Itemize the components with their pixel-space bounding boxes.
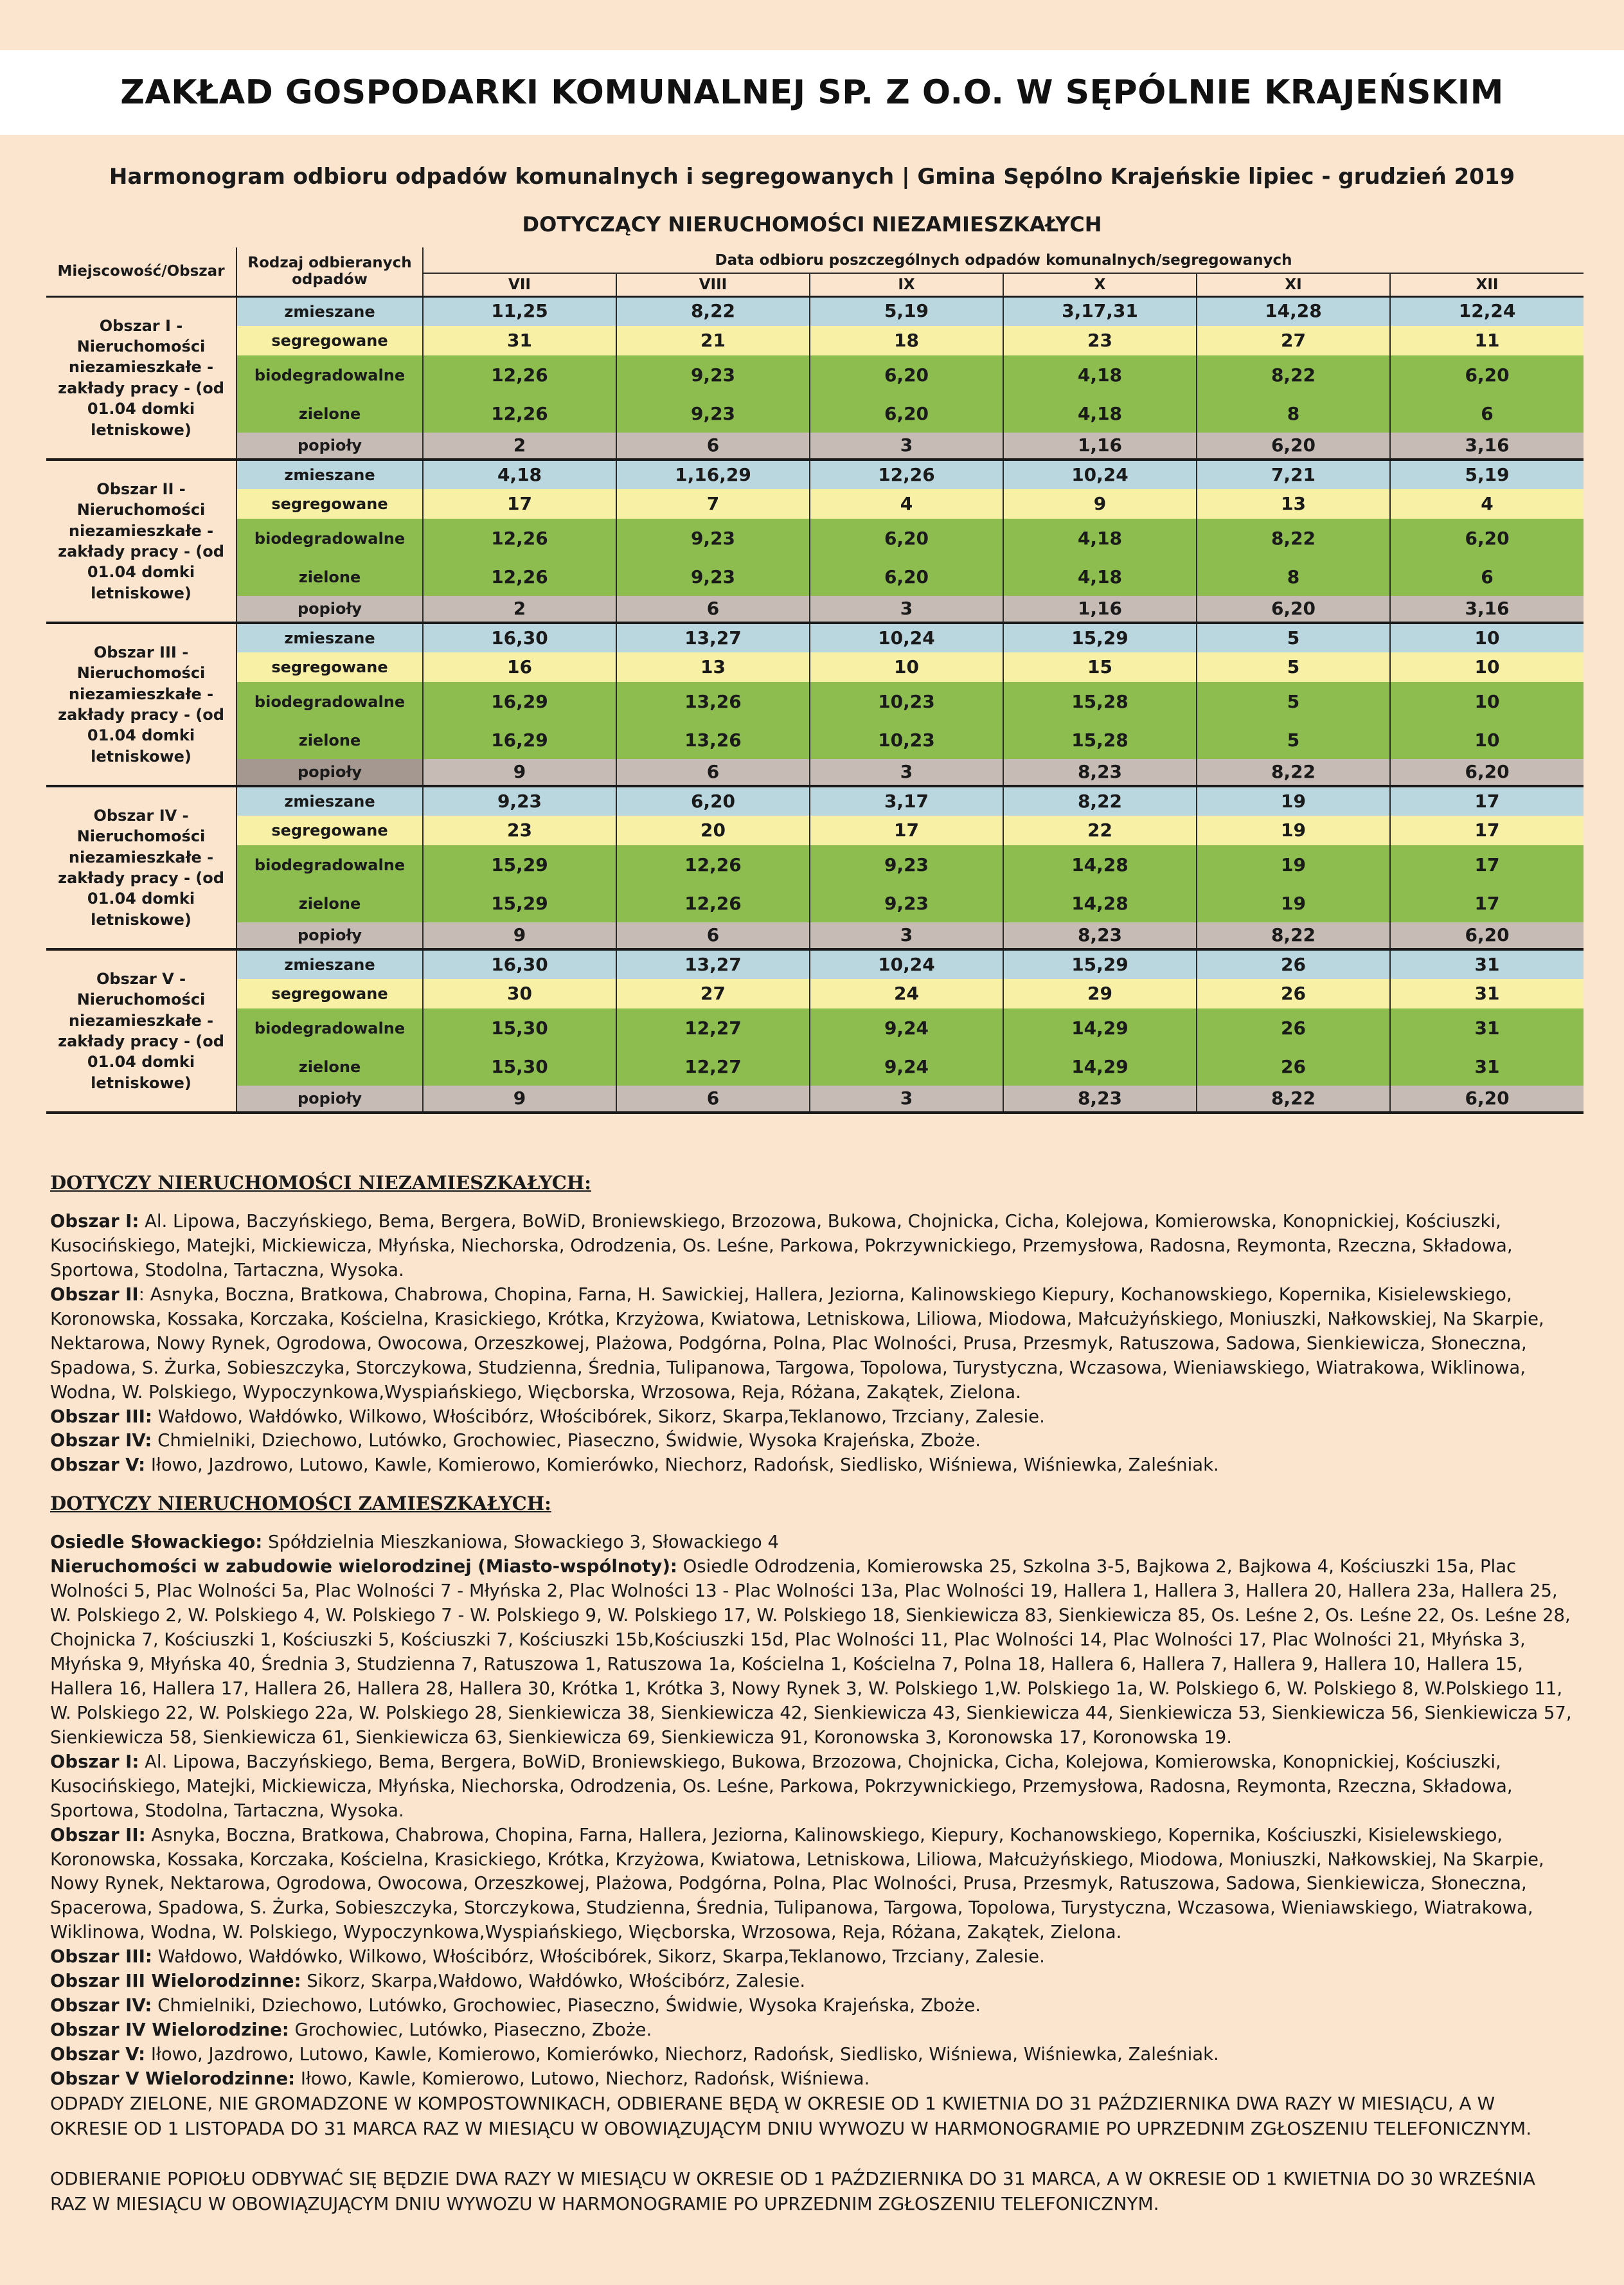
- date-cell: 4,18: [1003, 559, 1197, 596]
- date-cell: 26: [1197, 1008, 1390, 1048]
- date-cell: 31: [1390, 949, 1584, 979]
- area-street-entry: [50, 1969, 1576, 1994]
- date-cell: 15,30: [423, 1048, 616, 1086]
- date-cell: 6,20: [1197, 433, 1390, 460]
- area-street-entry: [50, 1429, 1576, 1453]
- schedule-row: [46, 355, 1584, 395]
- schedule-row: [46, 596, 1584, 623]
- street-names: : Asnyka, Boczna, Bratkowa, Chabrowa, Chopina, Farna, H. Sawickiej, Hallera, Jeziorna, Kalinowskiego Kiepury, Kochanowskiego, Kopernika, Kisielewskiego, Koronowska, Kossaka, Korczaka, Kościelna, Krasickiego, Krótka, Krzyżowa, Kwiatowa, Letniskowa, Liliowa, Miodowa, Małcużyńskiego, Moniuszki, Nałkowskiej, Na Skarpie, Nektarowa, Nowy Rynek, Ogrodowa, Owocowa, Orzeszkowej, Plażowa, Podgórna, Polna, Plac Wolności, Prusa, Przesmyk, Ratuszowa, Sadowa, Sienkiewicza, Słoneczna, Spadowa, S. Żurka, Sobieszczyka, Storczykowa, Studzienna, Średnia, Tulipanowa, Targowa, Topolowa, Turystyczna, Wczasowa, Wieniawskiego, Wiatrakowa, Wiklinowa, Wodna, W. Polskiego, Wypoczynkowa,Wyspiańskiego, Więcborska, Wrzosowa, Reja, Różana, Zakątek, Zielona.: [50, 1284, 1544, 1402]
- schedule-row: [46, 433, 1584, 460]
- schedule-row: [46, 519, 1584, 559]
- date-cell: 12,26: [423, 355, 616, 395]
- date-cell: 8,22: [1197, 922, 1390, 949]
- schedule-subtitle: Harmonogram odbioru odpadów komunalnych i segregowanych | Gmina Sępólno Krajeńskie lipiec - grudzień 2019: [109, 164, 1515, 190]
- schedule-row: [46, 885, 1584, 922]
- area-street-entry: [50, 1283, 1576, 1405]
- date-cell: 13: [616, 652, 810, 682]
- area-street-entry: [50, 2067, 1576, 2092]
- date-cell: 12,26: [423, 559, 616, 596]
- date-cell: 6,20: [1390, 1086, 1584, 1113]
- area-cell: Obszar V - Nieruchomości niezamieszkałe - zakłady pracy - (od 01.04 domki letniskowe): [46, 949, 236, 1113]
- schedule-row: [46, 395, 1584, 433]
- area-label: Obszar V:: [50, 1455, 146, 1476]
- date-cell: 13: [1197, 489, 1390, 519]
- area-cell: Obszar III - Nieruchomości niezamieszkałe - zakłady pracy - (od 01.04 domki letniskowe): [46, 623, 236, 786]
- date-cell: 13,26: [616, 682, 810, 722]
- date-cell: 8,22: [1197, 519, 1390, 559]
- date-cell: 29: [1003, 979, 1197, 1008]
- month-header: VII: [423, 273, 616, 296]
- date-cell: 15: [1003, 652, 1197, 682]
- date-cell: 17: [1390, 885, 1584, 922]
- date-cell: 31: [423, 326, 616, 355]
- date-cell: 16,29: [423, 722, 616, 759]
- area-cell: Obszar II - Nieruchomości niezamieszkałe - zakłady pracy - (od 01.04 domki letniskowe): [46, 460, 236, 623]
- waste-kind-cell: popioły: [236, 759, 423, 786]
- date-cell: 15,29: [1003, 949, 1197, 979]
- green-waste-note: ODPADY ZIELONE, NIE GROMADZONE W KOMPOSTOWNIKACH, ODBIERANE BĘDĄ W OKRESIE OD 1 KWIETNIA DO 31 PAŹDZIERNIKA DWA RAZY W MIESIĄCU, A W OKRESIE OD 1 LISTOPADA DO 31 MARCA RAZ W MIESIĄCU W OBOWIĄZUJĄCYM DNIU WYWOZU W HARMONOGRAMIE PO UPRZEDNIM ZGŁOSZENIU TELEFONICZNYM.: [50, 2092, 1532, 2139]
- date-cell: 17: [1390, 845, 1584, 885]
- street-names: Chmielniki, Dziechowo, Lutówko, Grochowiec, Piaseczno, Świdwie, Wysoka Krajeńska, Zboże.: [152, 1430, 981, 1451]
- street-names: Al. Lipowa, Baczyńskiego, Bema, Bergera, BoWiD, Broniewskiego, Brzozowa, Bukowa, Chojnicka, Cicha, Kolejowa, Komierowska, Konopnickiej, Kościuszki, Kusocińskiego, Matejki, Mickiewicza, Młyńska, Niechorska, Odrodzenia, Os. Leśne, Parkowa, Pokrzywnickiego, Przemysłowa, Radosna, Reymonta, Rzeczna, Składowa, Sportowa, Stodolna, Tartaczna, Wysoka.: [50, 1211, 1513, 1280]
- date-cell: 3: [810, 922, 1003, 949]
- area-label: Obszar III:: [50, 1946, 152, 1967]
- waste-kind-cell: zielone: [236, 559, 423, 596]
- col-header-kind: Rodzaj odbieranych odpadów: [236, 247, 423, 296]
- date-cell: 2: [423, 433, 616, 460]
- date-cell: 14,28: [1003, 845, 1197, 885]
- date-cell: 9: [1003, 489, 1197, 519]
- date-cell: 16: [423, 652, 616, 682]
- schedule-row: [46, 559, 1584, 596]
- waste-kind-cell: zielone: [236, 885, 423, 922]
- date-cell: 12,26: [616, 885, 810, 922]
- waste-kind-cell: popioły: [236, 433, 423, 460]
- date-cell: 8,22: [1197, 759, 1390, 786]
- date-cell: 8,22: [1003, 786, 1197, 816]
- date-cell: 11,25: [423, 296, 616, 326]
- schedule-row: [46, 845, 1584, 885]
- schedule-row: [46, 759, 1584, 786]
- date-cell: 7: [616, 489, 810, 519]
- area-cell: Obszar IV - Nieruchomości niezamieszkałe - zakłady pracy - (od 01.04 domki letniskowe): [46, 786, 236, 949]
- date-cell: 12,26: [616, 845, 810, 885]
- date-cell: 15,28: [1003, 722, 1197, 759]
- waste-kind-cell: biodegradowalne: [236, 355, 423, 395]
- area-street-entry: [50, 1750, 1576, 1824]
- col-header-area: Miejscowość/Obszar: [46, 247, 236, 296]
- schedule-row: [46, 460, 1584, 489]
- date-cell: 12,27: [616, 1008, 810, 1048]
- date-cell: 19: [1197, 885, 1390, 922]
- date-cell: 18: [810, 326, 1003, 355]
- month-header: XII: [1390, 273, 1584, 296]
- area-label: Nieruchomości w zabudowie wielorodzinej (Miasto-wspólnoty):: [50, 1556, 677, 1577]
- waste-kind-cell: segregowane: [236, 326, 423, 355]
- date-cell: 12,24: [1390, 296, 1584, 326]
- date-cell: 6,20: [810, 395, 1003, 433]
- waste-kind-cell: zmieszane: [236, 623, 423, 652]
- area-label: Obszar II:: [50, 1824, 146, 1845]
- schedule-row: [46, 296, 1584, 326]
- area-street-entry: [50, 1555, 1576, 1750]
- date-cell: 12,26: [423, 395, 616, 433]
- date-cell: 6: [1390, 395, 1584, 433]
- area-label: Obszar I:: [50, 1211, 139, 1232]
- waste-kind-cell: zielone: [236, 722, 423, 759]
- date-cell: 5,19: [810, 296, 1003, 326]
- schedule-row: [46, 979, 1584, 1008]
- date-cell: 11: [1390, 326, 1584, 355]
- date-cell: 4: [1390, 489, 1584, 519]
- date-cell: 8,23: [1003, 922, 1197, 949]
- date-cell: 17: [810, 816, 1003, 845]
- date-cell: 31: [1390, 979, 1584, 1008]
- waste-kind-cell: segregowane: [236, 816, 423, 845]
- date-cell: 9: [423, 759, 616, 786]
- schedule-row: [46, 489, 1584, 519]
- date-cell: 1,16: [1003, 596, 1197, 623]
- date-cell: 15,29: [1003, 623, 1197, 652]
- date-cell: 14,29: [1003, 1008, 1197, 1048]
- date-cell: 15,28: [1003, 682, 1197, 722]
- area-label: Obszar V Wielorodzinne:: [50, 2068, 296, 2089]
- date-cell: 19: [1197, 786, 1390, 816]
- date-cell: 8,23: [1003, 759, 1197, 786]
- area-label: Obszar I:: [50, 1751, 139, 1772]
- date-cell: 3,16: [1390, 433, 1584, 460]
- waste-kind-cell: zmieszane: [236, 460, 423, 489]
- date-cell: 19: [1197, 816, 1390, 845]
- date-cell: 27: [616, 979, 810, 1008]
- date-cell: 6: [616, 759, 810, 786]
- date-cell: 10: [1390, 722, 1584, 759]
- street-names: Grochowiec, Lutówko, Piaseczno, Zboże.: [289, 2020, 652, 2041]
- date-cell: 9: [423, 922, 616, 949]
- date-cell: 9,23: [616, 355, 810, 395]
- date-cell: 10: [1390, 623, 1584, 652]
- date-cell: 4,18: [1003, 395, 1197, 433]
- schedule-row: [46, 1086, 1584, 1113]
- date-cell: 4,18: [1003, 519, 1197, 559]
- date-cell: 26: [1197, 1048, 1390, 1086]
- date-cell: 3: [810, 1086, 1003, 1113]
- date-cell: 9,24: [810, 1008, 1003, 1048]
- date-cell: 16,29: [423, 682, 616, 722]
- area-street-entry: [50, 1824, 1576, 1946]
- month-header: X: [1003, 273, 1197, 296]
- date-cell: 9: [423, 1086, 616, 1113]
- date-cell: 20: [616, 816, 810, 845]
- date-cell: 4: [810, 489, 1003, 519]
- area-label: Obszar V:: [50, 2044, 146, 2065]
- street-names: Chmielniki, Dziechowo, Lutówko, Grochowiec, Piaseczno, Świdwie, Wysoka Krajeńska, Zboże.: [152, 1995, 981, 2016]
- date-cell: 27: [1197, 326, 1390, 355]
- area-label: Obszar III:: [50, 1406, 152, 1427]
- date-cell: 17: [423, 489, 616, 519]
- date-cell: 14,28: [1197, 296, 1390, 326]
- date-cell: 10,24: [810, 949, 1003, 979]
- schedule-row: [46, 1048, 1584, 1086]
- date-cell: 1,16,29: [616, 460, 810, 489]
- date-cell: 3,16: [1390, 596, 1584, 623]
- niezamieszkale-list: [50, 1210, 1576, 1478]
- date-cell: 3,17,31: [1003, 296, 1197, 326]
- date-cell: 5,19: [1390, 460, 1584, 489]
- area-street-entry: [50, 1405, 1576, 1429]
- area-street-entry: [50, 2043, 1576, 2067]
- company-title: ZAKŁAD GOSPODARKI KOMUNALNEJ SP. Z O.O. W SĘPÓLNIE KRAJEŃSKIM: [120, 73, 1504, 112]
- date-cell: 3: [810, 596, 1003, 623]
- date-cell: 6,20: [1390, 355, 1584, 395]
- date-cell: 10,23: [810, 682, 1003, 722]
- date-cell: 6,20: [616, 786, 810, 816]
- date-cell: 3: [810, 759, 1003, 786]
- date-cell: 6: [1390, 559, 1584, 596]
- date-cell: 10,24: [810, 623, 1003, 652]
- waste-kind-cell: biodegradowalne: [236, 845, 423, 885]
- area-street-entry: [50, 1210, 1576, 1283]
- area-label: Obszar IV:: [50, 1995, 152, 2016]
- street-names: Sikorz, Skarpa,Wałdowo, Wałdówko, Włościbórz, Zalesie.: [301, 1971, 806, 1992]
- date-cell: 31: [1390, 1048, 1584, 1086]
- month-header: XI: [1197, 273, 1390, 296]
- date-cell: 5: [1197, 652, 1390, 682]
- date-cell: 6,20: [1197, 596, 1390, 623]
- waste-kind-cell: zmieszane: [236, 296, 423, 326]
- date-cell: 8: [1197, 559, 1390, 596]
- street-names: Wałdowo, Wałdówko, Wilkowo, Włościbórz, Włościbórek, Sikorz, Skarpa,Teklanowo, Trzciany, Zalesie.: [152, 1946, 1045, 1967]
- date-cell: 10: [810, 652, 1003, 682]
- date-cell: 13,27: [616, 623, 810, 652]
- schedule-row: [46, 722, 1584, 759]
- date-cell: 8: [1197, 395, 1390, 433]
- schedule-table: [46, 247, 1584, 1114]
- area-street-entry: [50, 1994, 1576, 2018]
- date-cell: 19: [1197, 845, 1390, 885]
- date-cell: 21: [616, 326, 810, 355]
- waste-kind-cell: popioły: [236, 1086, 423, 1113]
- date-cell: 10,24: [1003, 460, 1197, 489]
- date-cell: 22: [1003, 816, 1197, 845]
- date-cell: 1,16: [1003, 433, 1197, 460]
- month-header: VIII: [616, 273, 810, 296]
- date-cell: 9,23: [616, 519, 810, 559]
- date-cell: 9,23: [616, 559, 810, 596]
- zamieszkale-list: [50, 1530, 1576, 2092]
- schedule-row: [46, 682, 1584, 722]
- date-cell: 8,22: [616, 296, 810, 326]
- schedule-row: [46, 786, 1584, 816]
- waste-kind-cell: biodegradowalne: [236, 1008, 423, 1048]
- date-cell: 5: [1197, 722, 1390, 759]
- waste-kind-cell: zielone: [236, 1048, 423, 1086]
- date-cell: 6,20: [810, 519, 1003, 559]
- schedule-row: [46, 326, 1584, 355]
- date-cell: 16,30: [423, 623, 616, 652]
- street-lists: [50, 1170, 1576, 2216]
- date-cell: 4,18: [423, 460, 616, 489]
- date-cell: 9,23: [810, 885, 1003, 922]
- area-label: Obszar II: [50, 1284, 139, 1305]
- date-cell: 13,26: [616, 722, 810, 759]
- schedule-row: [46, 922, 1584, 949]
- date-cell: 13,27: [616, 949, 810, 979]
- title-banner: [0, 50, 1624, 135]
- waste-kind-cell: segregowane: [236, 979, 423, 1008]
- date-cell: 2: [423, 596, 616, 623]
- date-cell: 6: [616, 433, 810, 460]
- street-names: Spółdzielnia Mieszkaniowa, Słowackiego 3, Słowackiego 4: [262, 1532, 779, 1553]
- date-cell: 10,23: [810, 722, 1003, 759]
- date-cell: 9,24: [810, 1048, 1003, 1086]
- date-cell: 30: [423, 979, 616, 1008]
- date-cell: 6: [616, 1086, 810, 1113]
- schedule-row: [46, 949, 1584, 979]
- date-cell: 5: [1197, 682, 1390, 722]
- date-cell: 17: [1390, 816, 1584, 845]
- date-cell: 14,28: [1003, 885, 1197, 922]
- date-cell: 12,26: [423, 519, 616, 559]
- date-cell: 15,30: [423, 1008, 616, 1048]
- date-cell: 12,27: [616, 1048, 810, 1086]
- date-cell: 8,22: [1197, 1086, 1390, 1113]
- area-label: Obszar IV Wielorodzine:: [50, 2020, 289, 2041]
- date-cell: 8,22: [1197, 355, 1390, 395]
- date-cell: 6,20: [1390, 759, 1584, 786]
- date-cell: 23: [1003, 326, 1197, 355]
- col-header-dates: Data odbioru poszczególnych odpadów komunalnych/segregowanych: [423, 247, 1584, 273]
- street-names: Osiedle Odrodzenia, Komierowska 25, Szkolna 3-5, Bajkowa 2, Bajkowa 4, Kościuszki 15a, Plac Wolności 5, Plac Wolności 5a, Plac Wolności 7 - Młyńska 2, Plac Wolności 13 - Plac Wolności 13a, Plac Wolności 19, Hallera 1, Hallera 3, Hallera 20, Hallera 23a, Hallera 25, W. Polskiego 2, W. Polskiego 4, W. Polskiego 7 - W. Polskiego 9, W. Polskiego 17, W. Polskiego 18, Sienkiewicza 83, Sienkiewicza 85, Os. Leśne 2, Os. Leśne 22, Os. Leśne 28, Chojnicka 7, Kościuszki 1, Kościuszki 5, Kościuszki 7, Kościuszki 15b,Kościuszki 15d, Plac Wolności 11, Plac Wolności 14, Plac Wolności 17, Plac Wolności 21, Młyńska 3, Młyńska 9, Młyńska 40, Średnia 3, Studzienna 7, Ratuszowa 1, Ratuszowa 1a, Kościelna 1, Kościelna 7, Polna 18, Hallera 6, Hallera 7, Hallera 9, Hallera 10, Hallera 15, Hallera 16, Hallera 17, Hallera 26, Hallera 28, Hallera 30, Krótka 1, Krótka 3, Nowy Rynek 3, W. Polskiego 1,W. Polskiego 1a, W. Polskiego 6, W. Polskiego 8, W.Polskiego 11, W. Polskiego 22, W. Polskiego 22a, W. Polskiego 28, Sienkiewicza 38, Sienkiewicza 42, Sienkiewicza 43, Sienkiewicza 44, Sienkiewicza 53, Sienkiewicza 56, Sienkiewicza 57, Sienkiewicza 58, Sienkiewicza 61, Sienkiewicza 63, Sienkiewicza 69, Sienkiewicza 91, Koronowska 3, Koronowska 17, Koronowska 19.: [50, 1556, 1572, 1748]
- street-names: Iłowo, Jazdrowo, Lutowo, Kawle, Komierowo, Komierówko, Niechorz, Radońsk, Siedlisko, Wiśniewa, Wiśniewka, Zaleśniak.: [145, 2044, 1219, 2065]
- date-cell: 15,29: [423, 885, 616, 922]
- date-cell: 23: [423, 816, 616, 845]
- date-cell: 6,20: [810, 559, 1003, 596]
- street-names: Al. Lipowa, Baczyńskiego, Bema, Bergera, BoWiD, Broniewskiego, Bukowa, Brzozowa, Chojnicka, Cicha, Kolejowa, Komierowska, Konopnickiej, Kościuszki, Kusocińskiego, Matejki, Mickiewicza, Młyńska, Niechorska, Odrodzenia, Os. Leśne, Parkowa, Pokrzywnickiego, Przemysłowa, Radosna, Reymonta, Rzeczna, Składowa, Sportowa, Stodolna, Tartaczna, Wysoka.: [50, 1751, 1513, 1821]
- area-label: Obszar IV:: [50, 1430, 152, 1451]
- waste-kind-cell: zielone: [236, 395, 423, 433]
- date-cell: 12,26: [810, 460, 1003, 489]
- date-cell: 15,29: [423, 845, 616, 885]
- street-names: Iłowo, Kawle, Komierowo, Lutowo, Niechorz, Radońsk, Wiśniewa.: [295, 2068, 870, 2089]
- niezamieszkale-heading: DOTYCZY NIERUCHOMOŚCI NIEZAMIESZKAŁYCH:: [50, 1172, 591, 1194]
- area-street-entry: [50, 1945, 1576, 1969]
- schedule-row: [46, 816, 1584, 845]
- date-cell: 6: [616, 596, 810, 623]
- area-cell: Obszar I - Nieruchomości niezamieszkałe - zakłady pracy - (od 01.04 domki letniskowe): [46, 296, 236, 460]
- area-street-entry: [50, 1530, 1576, 1555]
- waste-kind-cell: zmieszane: [236, 949, 423, 979]
- date-cell: 5: [1197, 623, 1390, 652]
- area-street-entry: [50, 2018, 1576, 2043]
- waste-kind-cell: biodegradowalne: [236, 519, 423, 559]
- date-cell: 7,21: [1197, 460, 1390, 489]
- date-cell: 17: [1390, 786, 1584, 816]
- date-cell: 6,20: [1390, 922, 1584, 949]
- date-cell: 16,30: [423, 949, 616, 979]
- schedule-scope-title: DOTYCZĄCY NIERUCHOMOŚCI NIEZAMIESZKAŁYCH: [522, 212, 1102, 237]
- area-label: Obszar III Wielorodzinne:: [50, 1971, 301, 1992]
- waste-kind-cell: segregowane: [236, 489, 423, 519]
- month-header: IX: [810, 273, 1003, 296]
- date-cell: 26: [1197, 949, 1390, 979]
- waste-kind-cell: popioły: [236, 922, 423, 949]
- street-names: Wałdowo, Wałdówko, Wilkowo, Włościbórz, Włościbórek, Sikorz, Skarpa,Teklanowo, Trzciany, Zalesie.: [152, 1406, 1045, 1427]
- date-cell: 26: [1197, 979, 1390, 1008]
- waste-kind-cell: zmieszane: [236, 786, 423, 816]
- date-cell: 9,23: [423, 786, 616, 816]
- area-street-entry: [50, 1453, 1576, 1478]
- date-cell: 9,23: [810, 845, 1003, 885]
- date-cell: 8,23: [1003, 1086, 1197, 1113]
- date-cell: 6,20: [1390, 519, 1584, 559]
- schedule-row: [46, 623, 1584, 652]
- date-cell: 3,17: [810, 786, 1003, 816]
- date-cell: 10: [1390, 652, 1584, 682]
- schedule-row: [46, 652, 1584, 682]
- date-cell: 24: [810, 979, 1003, 1008]
- waste-kind-cell: biodegradowalne: [236, 682, 423, 722]
- date-cell: 10: [1390, 682, 1584, 722]
- schedule-row: [46, 1008, 1584, 1048]
- area-label: Osiedle Słowackiego:: [50, 1532, 263, 1553]
- zamieszkale-heading: DOTYCZY NIERUCHOMOŚCI ZAMIESZKAŁYCH:: [50, 1492, 551, 1515]
- date-cell: 6,20: [810, 355, 1003, 395]
- date-cell: 9,23: [616, 395, 810, 433]
- street-names: Asnyka, Boczna, Bratkowa, Chabrowa, Chopina, Farna, Hallera, Jeziorna, Kalinowskiego, Kiepury, Kochanowskiego, Kopernika, Kościuszki, Kisielewskiego, Koronowska, Kossaka, Korczaka, Kościelna, Krasickiego, Krótka, Krzyżowa, Kwiatowa, Letniskowa, Liliowa, Małcużyńskiego, Miodowa, Moniuszki, Nałkowskiej, Na Skarpie, Nowy Rynek, Nektarowa, Ogrodowa, Owocowa, Orzeszkowej, Plażowa, Podgórna, Polna, Plac Wolności, Prusa, Przesmyk, Ratuszowa, Sadowa, Sienkiewicza, Słoneczna, Spacerowa, Spadowa, S. Żurka, Sobieszczyka, Storczykowa, Studzienna, Średnia, Tulipanowa, Targowa, Topolowa, Turystyczna, Wczasowa, Wieniawskiego, Wiatrakowa, Wiklinowa, Wodna, W. Polskiego, Wypoczynkowa,Wyspiańskiego, Więcborska, Wrzosowa, Reja, Różana, Zakątek, Zielona.: [50, 1824, 1544, 1943]
- street-names: Iłowo, Jazdrowo, Lutowo, Kawle, Komierowo, Komierówko, Niechorz, Radońsk, Siedlisko, Wiśniewa, Wiśniewka, Zaleśniak.: [145, 1455, 1219, 1476]
- waste-kind-cell: popioły: [236, 596, 423, 623]
- ash-note: ODBIERANIE POPIOŁU ODBYWAĆ SIĘ BĘDZIE DWA RAZY W MIESIĄCU W OKRESIE OD 1 PAŹDZIERNIKA DO 31 MARCA, A W OKRESIE OD 1 KWIETNIA DO 30 WRZEŚNIA RAZ W MIESIĄCU W OBOWIĄZUJĄCYM DNIU WYWOZU W HARMONOGRAMIE PO UPRZEDNIM ZGŁOSZENIU TELEFONICZNYM.: [50, 2168, 1535, 2214]
- date-cell: 14,29: [1003, 1048, 1197, 1086]
- date-cell: 4,18: [1003, 355, 1197, 395]
- waste-kind-cell: segregowane: [236, 652, 423, 682]
- date-cell: 3: [810, 433, 1003, 460]
- date-cell: 6: [616, 922, 810, 949]
- date-cell: 31: [1390, 1008, 1584, 1048]
